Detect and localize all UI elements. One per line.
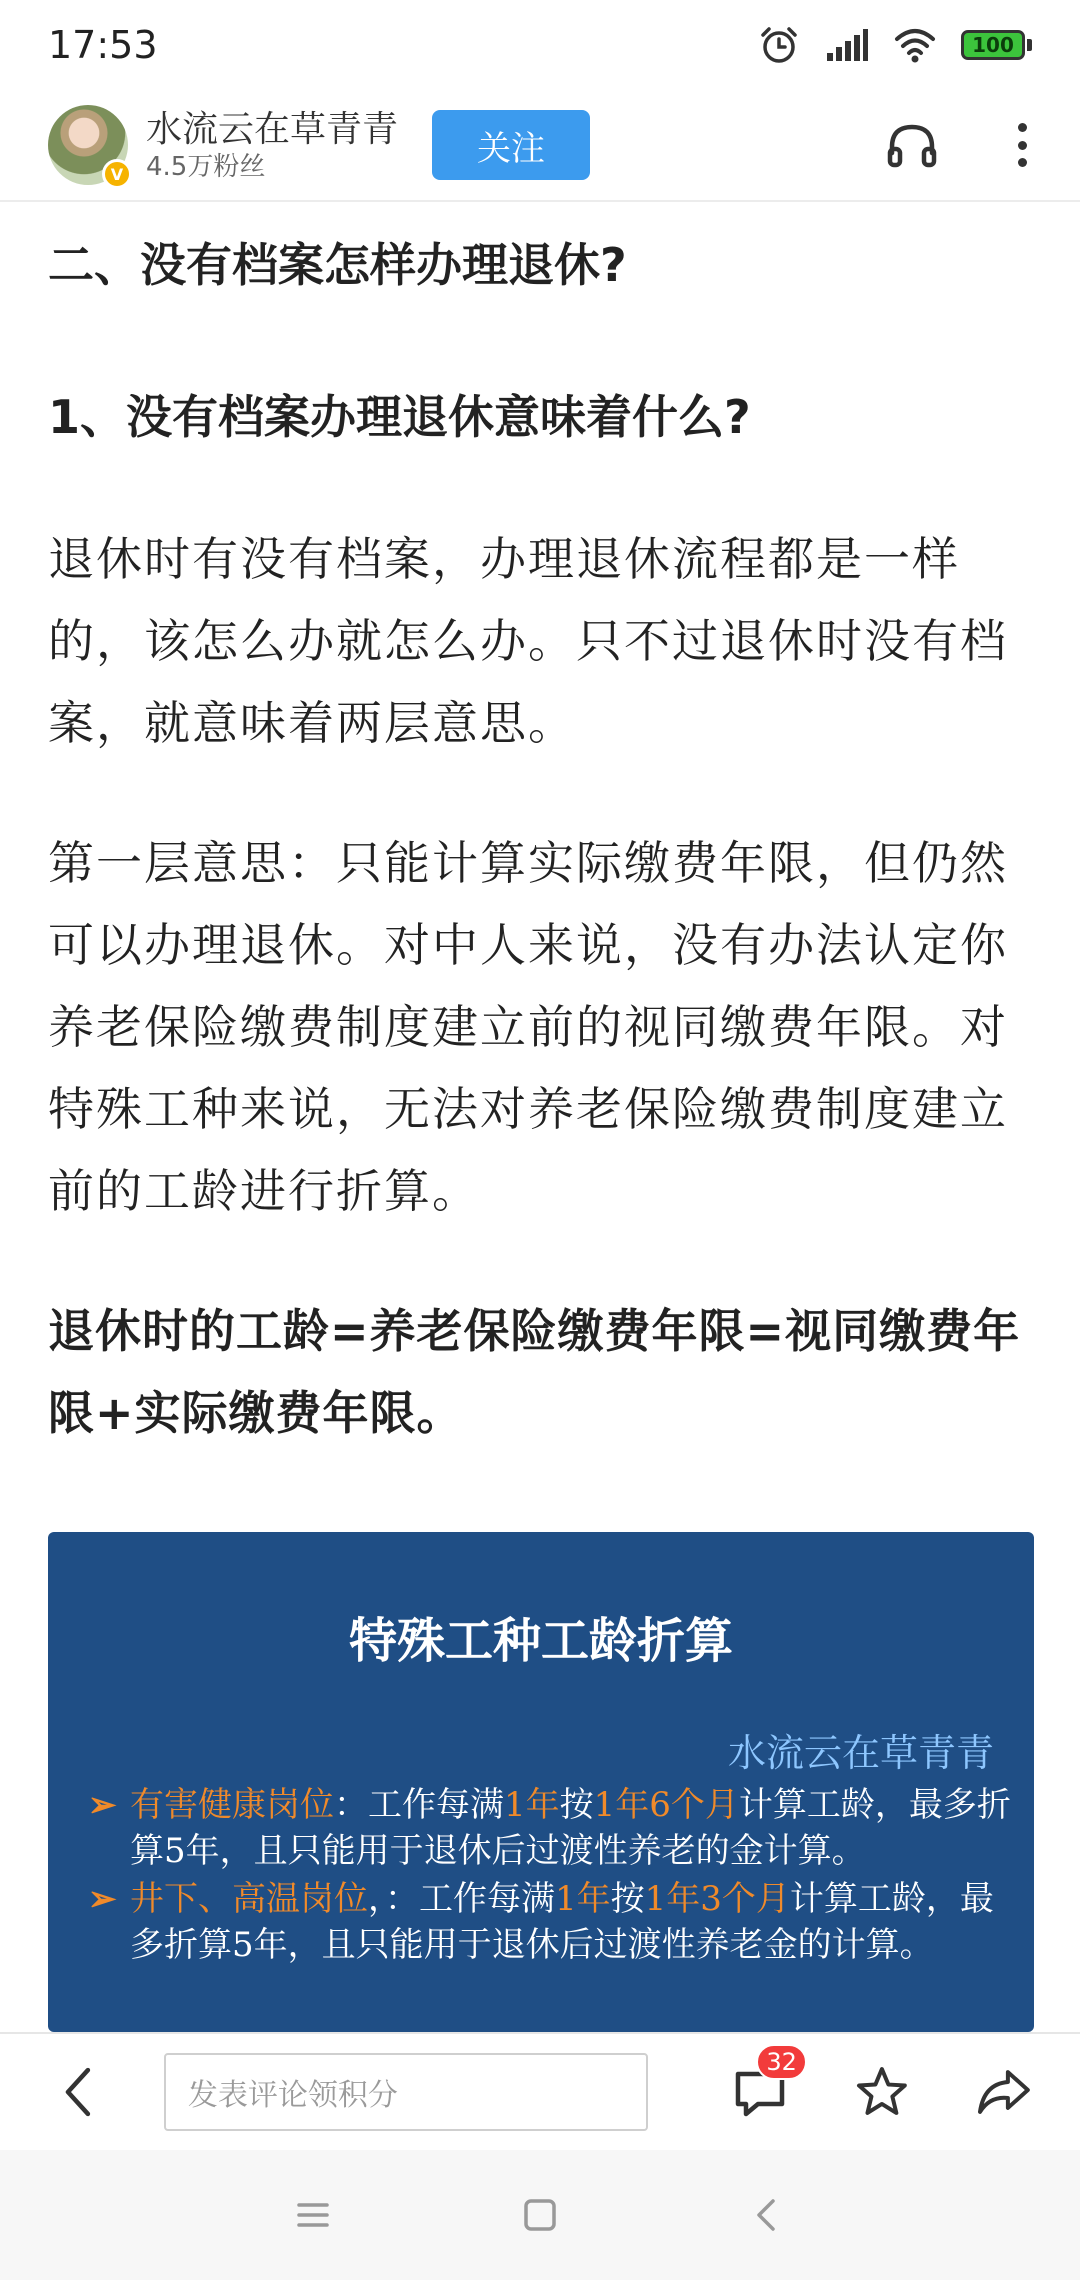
item-text: ：工作每满: [334, 1785, 504, 1825]
comment-count-badge: 32: [756, 2044, 807, 2080]
item-text: ，：工作每满: [368, 1879, 555, 1919]
signal-icon: [825, 23, 869, 67]
item-label: 井下、高温岗位: [130, 1879, 368, 1919]
back-icon[interactable]: [58, 2062, 98, 2122]
menu-icon[interactable]: [291, 2193, 335, 2237]
article-image[interactable]: [48, 1532, 1034, 2032]
status-icons: [757, 23, 1032, 67]
home-icon[interactable]: [518, 2193, 562, 2237]
article-body: [48, 202, 1034, 1454]
verified-badge: V: [102, 159, 132, 189]
comment-bar: [0, 2032, 1080, 2150]
system-nav-bar: [0, 2150, 1080, 2280]
item-highlight: 1年: [555, 1879, 611, 1919]
item-highlight: 1年6个月: [593, 1785, 739, 1825]
battery-tip: [1027, 39, 1032, 51]
comment-button[interactable]: [732, 2048, 797, 2120]
item-highlight: 1年: [504, 1785, 560, 1825]
nav-back-icon[interactable]: [745, 2193, 789, 2237]
author-header: [0, 90, 1080, 202]
follow-button[interactable]: 关注: [432, 110, 590, 180]
comment-input[interactable]: 发表评论领积分: [164, 2053, 649, 2131]
alarm-icon: [757, 23, 801, 67]
item-text: 按: [610, 1879, 645, 1919]
status-time: 17:53: [48, 23, 158, 67]
item-highlight: 1年3个月: [644, 1879, 790, 1919]
image-list-item: [88, 1876, 1018, 1968]
item-text: 计算工龄，最多折算5年，且只能用于退休后过渡性养老金的计算。: [130, 1879, 994, 1965]
status-bar: [0, 0, 1080, 90]
article-subheading: 1、没有档案办理退休意味着什么?: [48, 390, 751, 444]
wifi-icon: [893, 23, 937, 67]
article-paragraph: 第一层意思：只能计算实际缴费年限，但仍然可以办理退休。对中人来说，没有办法认定你养老保险缴费制度建立前的视同缴费年限。对特殊工种来说，无法对养老保险缴费制度建立前的工龄进行折算。: [48, 836, 1008, 1218]
item-text: 按: [559, 1785, 594, 1825]
battery-level: 100: [961, 30, 1025, 60]
header-actions: [884, 117, 1032, 173]
article-heading: 二、没有档案怎样办理退休?: [48, 238, 627, 292]
image-list: [88, 1782, 1018, 1970]
share-icon[interactable]: [976, 2064, 1032, 2120]
image-watermark: 水流云在草青青: [727, 1731, 994, 1775]
image-list-item: [88, 1782, 1018, 1874]
star-icon[interactable]: [854, 2064, 910, 2120]
arrow-bullet-icon: ➢: [88, 1879, 117, 1919]
battery-indicator: [961, 30, 1032, 60]
item-label: 有害健康岗位: [130, 1785, 334, 1825]
headphone-icon[interactable]: [884, 117, 940, 173]
arrow-bullet-icon: ➢: [88, 1785, 117, 1825]
item-text: 计算工龄，最多折算5年，且只能用于退休后过渡性养老的金计算。: [130, 1785, 1011, 1871]
avatar[interactable]: [48, 105, 128, 185]
more-icon[interactable]: [1012, 117, 1032, 173]
article-bold-paragraph: 退休时的工龄=养老保险缴费年限=视同缴费年限+实际缴费年限。: [48, 1304, 1021, 1440]
article-paragraph: 退休时有没有档案，办理退休流程都是一样的，该怎么办就怎么办。只不过退休时没有档案，就意味着两层意思。: [48, 532, 1008, 750]
image-title: 特殊工种工龄折算: [348, 1613, 733, 1669]
author-name[interactable]: 水流云在草青青: [146, 109, 399, 150]
author-fans-count: 4.5万粉丝: [146, 152, 266, 182]
author-info[interactable]: [146, 108, 398, 182]
